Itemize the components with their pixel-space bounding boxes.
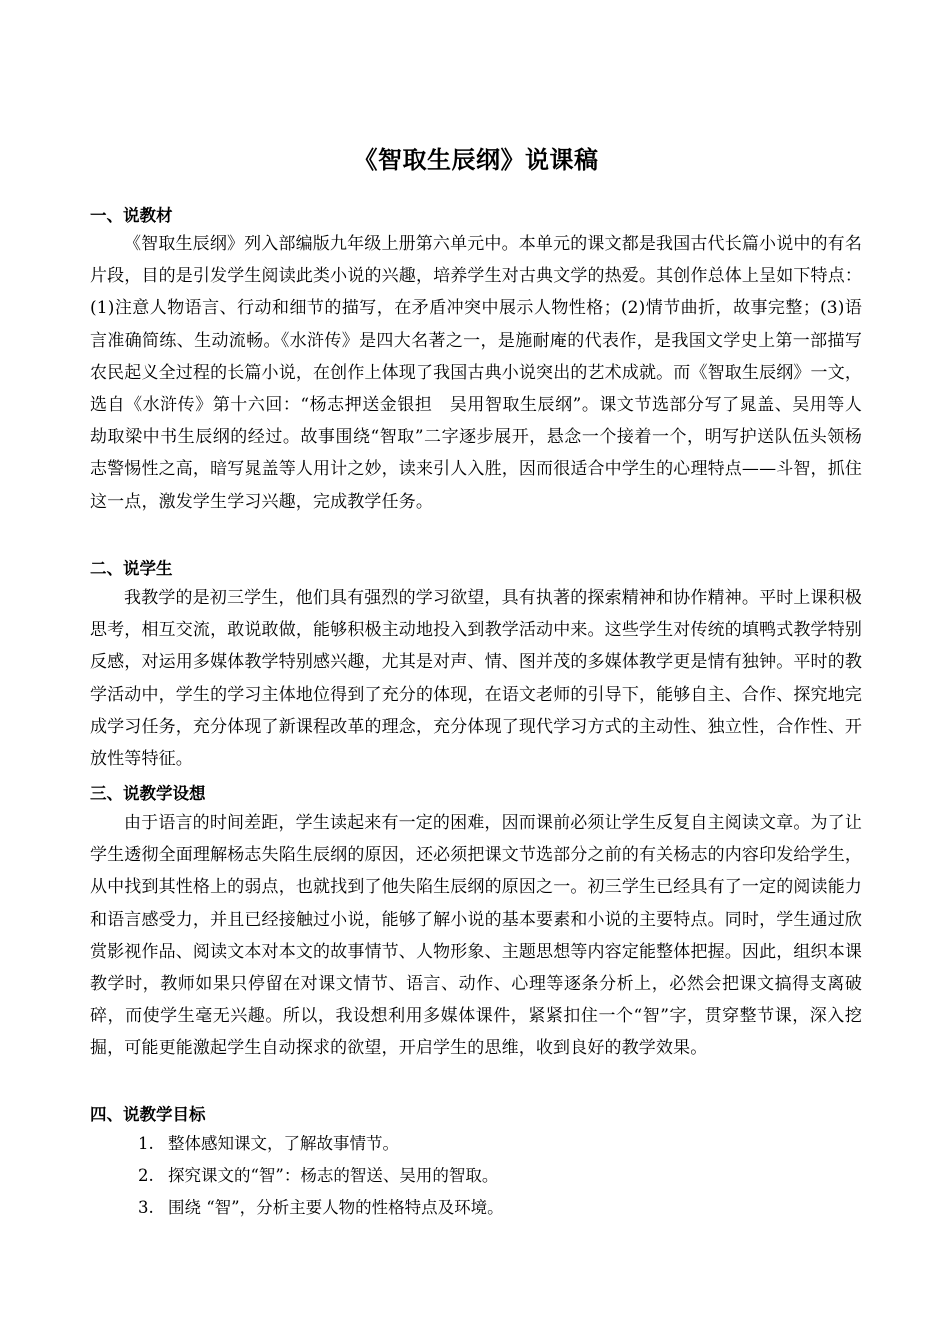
section-heading-students: 二、说学生	[90, 559, 173, 578]
section-heading-textbook: 一、说教材	[90, 206, 173, 225]
document-page	[90, 0, 862, 1344]
section-paragraph-textbook: 《智取生辰纲》列入部编版九年级上册第六单元中。本单元的课文都是我国古代长篇小说中的有名片段，目的是引发学生阅读此类小说的兴趣，培养学生对古典文学的热爱。其创作总体上呈如下特点：(1)注意人物语言、行动和细节的描写，在矛盾冲突中展示人物性格；(2)情节曲折，故事完整；(3)语言准确简练、生动流畅。《水浒传》是四大名著之一，是施耐庵的代表作，是我国文学史上第一部描写农民起义全过程的长篇小说，在创作上体现了我国古典小说突出的艺术成就。而《智取生辰纲》一文，选自《水浒传》第十六回：“杨志押送金银担 吴用智取生辰纲”。课文节选部分写了晁盖、吴用等人劫取梁中书生辰纲的经过。故事围绕“智取”二字逐步展开，悬念一个接着一个，明写护送队伍头领杨志警惕性之高，暗写晁盖等人用计之妙，读来引人入胜，因而很适合中学生的心理特点——斗智，抓住这一点，激发学生学习兴趣，完成教学任务。	[90, 234, 862, 512]
section-paragraph-students: 我教学的是初三学生，他们具有强烈的学习欲望，具有执著的探索精神和协作精神。平时上课积极思考，相互交流，敢说敢做，能够积极主动地投入到教学活动中来。这些学生对传统的填鸭式教学特别反感，对运用多媒体教学特别感兴趣，尤其是对声、情、图并茂的多媒体教学更是情有独钟。平时的教学活动中，学生的学习主体地位得到了充分的体现，在语文老师的引导下，能够自主、合作、探究地完成学习任务，充分体现了新课程改革的理念，充分体现了现代学习方式的主动性、独立性，合作性、开放性等特征。	[90, 588, 862, 770]
document-title: 《智取生辰纲》说课稿	[353, 146, 599, 174]
section-heading-objectives: 四、说教学目标	[90, 1105, 206, 1124]
section-heading-teaching-plan: 三、说教学设想	[90, 784, 206, 803]
list-item: 2. 探究课文的“智”：杨志的智送、吴用的智取。	[138, 1166, 499, 1185]
section-paragraph-teaching-plan: 由于语言的时间差距，学生读起来有一定的困难，因而课前必须让学生反复自主阅读文章。为了让学生透彻全面理解杨志失陷生辰纲的原因，还必须把课文节选部分之前的有关杨志的内容印发给学生，从中找到其性格上的弱点，也就找到了他失陷生辰纲的原因之一。初三学生已经具有了一定的阅读能力和语言感受力，并且已经接触过小说，能够了解小说的基本要素和小说的主要特点。同时，学生通过欣赏影视作品、阅读文本对本文的故事情节、人物形象、主题思想等内容定能整体把握。因此，组织本课教学时，教师如果只停留在对课文情节、语言、动作、心理等逐条分析上，必然会把课文搞得支离破碎，而使学生毫无兴趣。所以，我设想利用多媒体课件，紧紧扣住一个“智”字，贯穿整节课，深入挖掘，可能更能激起学生自动探求的欲望，开启学生的思维，收到良好的教学效果。	[90, 813, 862, 1059]
list-item: 1. 整体感知课文，了解故事情节。	[138, 1134, 399, 1153]
list-item: 3. 围绕 “智”，分析主要人物的性格特点及环境。	[138, 1198, 504, 1217]
objectives-list	[138, 1128, 504, 1224]
